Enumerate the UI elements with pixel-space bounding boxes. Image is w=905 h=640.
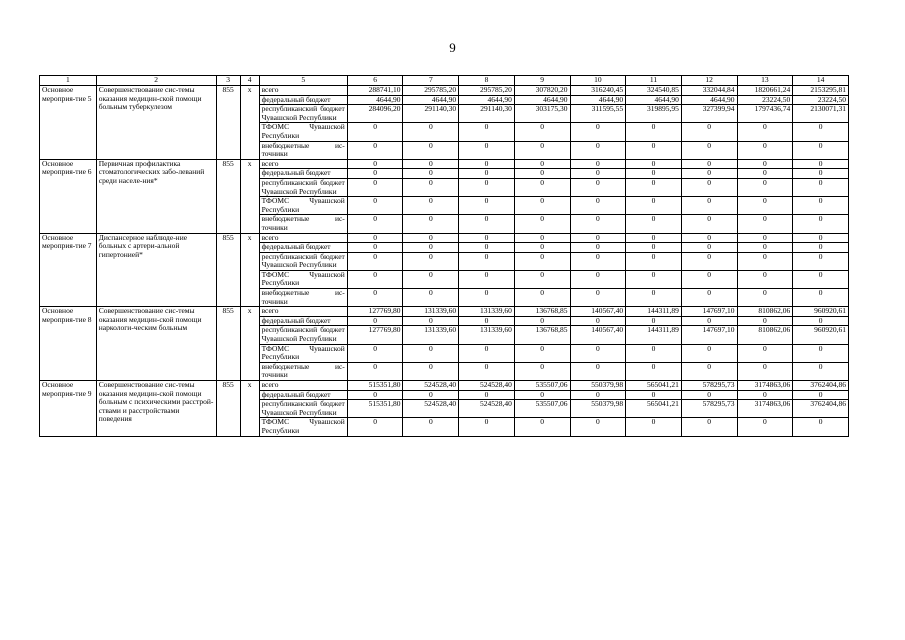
funding-source-cell: ТФОМС Чувашской Республики — [259, 418, 347, 436]
value-cell: 0 — [626, 362, 682, 380]
value-cell: 0 — [459, 344, 515, 362]
code-cell: 855 — [216, 307, 240, 381]
value-cell: 0 — [347, 344, 403, 362]
value-cell: 0 — [347, 197, 403, 215]
value-cell: 0 — [793, 243, 849, 253]
value-cell: 0 — [681, 178, 737, 196]
value-cell: 140567,40 — [570, 307, 626, 317]
value-cell: 4644,90 — [459, 95, 515, 105]
value-cell: 0 — [459, 178, 515, 196]
column-number: 7 — [403, 76, 459, 86]
value-cell: 0 — [347, 141, 403, 159]
value-cell: 295785,20 — [403, 86, 459, 96]
value-cell: 0 — [459, 197, 515, 215]
funding-source-cell: федеральный бюджет — [259, 243, 347, 253]
column-number: 14 — [793, 76, 849, 86]
value-cell: 0 — [793, 252, 849, 270]
value-cell: 0 — [737, 252, 793, 270]
value-cell: 0 — [459, 243, 515, 253]
value-cell: 0 — [681, 418, 737, 436]
value-cell: 0 — [403, 243, 459, 253]
value-cell: 0 — [626, 252, 682, 270]
value-cell: 295785,20 — [459, 86, 515, 96]
value-cell: 0 — [681, 169, 737, 179]
value-cell: 0 — [570, 270, 626, 288]
value-cell: 0 — [514, 159, 570, 169]
value-cell: 0 — [793, 123, 849, 141]
value-cell: 0 — [459, 159, 515, 169]
value-cell: 0 — [570, 362, 626, 380]
activity-cell: Основное мероприя-тие 7 — [40, 233, 97, 307]
column-number: 1 — [40, 76, 97, 86]
value-cell: 0 — [626, 233, 682, 243]
value-cell: 0 — [570, 390, 626, 400]
value-cell: 515351,80 — [347, 400, 403, 418]
measure-name-cell: Совершенствование сис-темы оказания медицин-ской помощи больным с психическими расстрой-ствами и расстройствами поведения — [96, 381, 216, 437]
value-cell: 4644,90 — [403, 95, 459, 105]
value-cell: 0 — [347, 243, 403, 253]
value-cell: 0 — [626, 123, 682, 141]
value-cell: 291140,30 — [403, 105, 459, 123]
funding-source-cell: федеральный бюджет — [259, 390, 347, 400]
value-cell: 0 — [793, 270, 849, 288]
value-cell: 0 — [403, 252, 459, 270]
value-cell: 332044,84 — [681, 86, 737, 96]
funding-source-cell: всего — [259, 381, 347, 391]
value-cell: 0 — [570, 233, 626, 243]
value-cell: 0 — [626, 270, 682, 288]
value-cell: 0 — [793, 418, 849, 436]
marker-cell: x — [240, 381, 259, 437]
value-cell: 0 — [347, 252, 403, 270]
value-cell: 0 — [681, 362, 737, 380]
measure-name-cell: Первичная профилактика стоматологических забо-леваний среди населе-ния* — [96, 159, 216, 233]
value-cell: 0 — [459, 233, 515, 243]
value-cell: 0 — [570, 141, 626, 159]
value-cell: 0 — [793, 289, 849, 307]
value-cell: 0 — [626, 169, 682, 179]
value-cell: 0 — [626, 243, 682, 253]
funding-source-cell: всего — [259, 307, 347, 317]
value-cell: 0 — [459, 252, 515, 270]
value-cell: 0 — [570, 197, 626, 215]
table-row — [40, 159, 849, 169]
value-cell: 0 — [514, 233, 570, 243]
value-cell: 136768,85 — [514, 307, 570, 317]
code-cell: 855 — [216, 233, 240, 307]
value-cell: 550379,98 — [570, 381, 626, 391]
value-cell: 131339,60 — [459, 326, 515, 344]
value-cell: 0 — [403, 169, 459, 179]
value-cell: 0 — [459, 418, 515, 436]
value-cell: 0 — [403, 197, 459, 215]
value-cell: 316240,45 — [570, 86, 626, 96]
value-cell: 0 — [570, 178, 626, 196]
value-cell: 127769,80 — [347, 307, 403, 317]
value-cell: 0 — [403, 141, 459, 159]
value-cell: 319895,95 — [626, 105, 682, 123]
value-cell: 131339,60 — [459, 307, 515, 317]
column-number: 11 — [626, 76, 682, 86]
value-cell: 0 — [737, 159, 793, 169]
activity-cell: Основное мероприя-тие 6 — [40, 159, 97, 233]
value-cell: 810862,06 — [737, 307, 793, 317]
value-cell: 810862,06 — [737, 326, 793, 344]
value-cell: 0 — [459, 362, 515, 380]
value-cell: 0 — [681, 390, 737, 400]
value-cell: 0 — [459, 123, 515, 141]
value-cell: 0 — [347, 233, 403, 243]
value-cell: 288741,10 — [347, 86, 403, 96]
value-cell: 0 — [459, 215, 515, 233]
column-number-row — [40, 76, 849, 86]
value-cell: 3174863,06 — [737, 400, 793, 418]
value-cell: 0 — [514, 123, 570, 141]
funding-source-cell: федеральный бюджет — [259, 316, 347, 326]
value-cell: 0 — [626, 141, 682, 159]
value-cell: 303175,30 — [514, 105, 570, 123]
value-cell: 307820,20 — [514, 86, 570, 96]
value-cell: 0 — [793, 178, 849, 196]
funding-source-cell: республиканский бюджет Чувашской Республики — [259, 105, 347, 123]
value-cell: 0 — [403, 233, 459, 243]
value-cell: 144311,89 — [626, 307, 682, 317]
column-number: 3 — [216, 76, 240, 86]
value-cell: 3762404,86 — [793, 400, 849, 418]
value-cell: 3174863,06 — [737, 381, 793, 391]
value-cell: 0 — [626, 316, 682, 326]
value-cell: 0 — [681, 159, 737, 169]
value-cell: 147697,10 — [681, 326, 737, 344]
value-cell: 311595,55 — [570, 105, 626, 123]
value-cell: 0 — [403, 215, 459, 233]
value-cell: 0 — [570, 215, 626, 233]
value-cell: 0 — [626, 215, 682, 233]
funding-source-cell: ТФОМС Чувашской Республики — [259, 197, 347, 215]
value-cell: 0 — [459, 270, 515, 288]
value-cell: 140567,40 — [570, 326, 626, 344]
value-cell: 0 — [347, 270, 403, 288]
funding-source-cell: ТФОМС Чувашской Республики — [259, 344, 347, 362]
value-cell: 0 — [737, 233, 793, 243]
value-cell: 0 — [793, 362, 849, 380]
value-cell: 0 — [514, 362, 570, 380]
value-cell: 0 — [403, 123, 459, 141]
value-cell: 0 — [737, 123, 793, 141]
value-cell: 0 — [793, 169, 849, 179]
value-cell: 0 — [626, 159, 682, 169]
value-cell: 0 — [570, 289, 626, 307]
column-number: 4 — [240, 76, 259, 86]
value-cell: 1820661,24 — [737, 86, 793, 96]
value-cell: 0 — [681, 252, 737, 270]
value-cell: 0 — [347, 289, 403, 307]
value-cell: 0 — [347, 316, 403, 326]
measure-name-cell: Совершенствование сис-темы оказания медицин-ской помощи наркологи-ческим больным — [96, 307, 216, 381]
value-cell: 524528,40 — [403, 381, 459, 391]
value-cell: 23224,50 — [737, 95, 793, 105]
value-cell: 0 — [570, 123, 626, 141]
value-cell: 324540,85 — [626, 86, 682, 96]
value-cell: 535507,06 — [514, 400, 570, 418]
table-row — [40, 233, 849, 243]
value-cell: 0 — [737, 215, 793, 233]
value-cell: 0 — [347, 390, 403, 400]
value-cell: 284096,20 — [347, 105, 403, 123]
activity-cell: Основное мероприя-тие 9 — [40, 381, 97, 437]
value-cell: 0 — [793, 159, 849, 169]
value-cell: 0 — [793, 344, 849, 362]
value-cell: 0 — [514, 243, 570, 253]
code-cell: 855 — [216, 381, 240, 437]
value-cell: 147697,10 — [681, 307, 737, 317]
funding-source-cell: внебюджетные ис-точники — [259, 215, 347, 233]
value-cell: 0 — [347, 169, 403, 179]
value-cell: 0 — [403, 344, 459, 362]
value-cell: 0 — [626, 197, 682, 215]
value-cell: 291140,30 — [459, 105, 515, 123]
value-cell: 0 — [681, 270, 737, 288]
funding-source-cell: ТФОМС Чувашской Республики — [259, 270, 347, 288]
value-cell: 0 — [403, 178, 459, 196]
value-cell: 2130071,31 — [793, 105, 849, 123]
funding-source-cell: республиканский бюджет Чувашской Республики — [259, 178, 347, 196]
value-cell: 0 — [403, 362, 459, 380]
value-cell: 0 — [570, 159, 626, 169]
funding-source-cell: всего — [259, 86, 347, 96]
value-cell: 327399,94 — [681, 105, 737, 123]
column-number: 12 — [681, 76, 737, 86]
code-cell: 855 — [216, 86, 240, 160]
value-cell: 0 — [459, 316, 515, 326]
value-cell: 0 — [570, 252, 626, 270]
value-cell: 4644,90 — [626, 95, 682, 105]
value-cell: 131339,60 — [403, 307, 459, 317]
value-cell: 0 — [514, 197, 570, 215]
value-cell: 0 — [347, 418, 403, 436]
value-cell: 0 — [514, 252, 570, 270]
funding-source-cell: федеральный бюджет — [259, 95, 347, 105]
value-cell: 136768,85 — [514, 326, 570, 344]
value-cell: 0 — [681, 141, 737, 159]
value-cell: 4644,90 — [681, 95, 737, 105]
value-cell: 0 — [737, 178, 793, 196]
value-cell: 0 — [737, 418, 793, 436]
value-cell: 0 — [793, 141, 849, 159]
value-cell: 524528,40 — [459, 400, 515, 418]
value-cell: 0 — [681, 197, 737, 215]
value-cell: 4644,90 — [347, 95, 403, 105]
marker-cell: x — [240, 159, 259, 233]
value-cell: 2153295,81 — [793, 86, 849, 96]
value-cell: 0 — [737, 289, 793, 307]
activity-cell: Основное мероприя-тие 8 — [40, 307, 97, 381]
funding-source-cell: республиканский бюджет Чувашской Республики — [259, 326, 347, 344]
value-cell: 0 — [459, 289, 515, 307]
value-cell: 131339,60 — [403, 326, 459, 344]
value-cell: 0 — [459, 141, 515, 159]
value-cell: 0 — [570, 344, 626, 362]
value-cell: 0 — [737, 243, 793, 253]
value-cell: 578295,73 — [681, 381, 737, 391]
value-cell: 0 — [459, 169, 515, 179]
value-cell: 0 — [737, 141, 793, 159]
value-cell: 0 — [737, 316, 793, 326]
funding-source-cell: федеральный бюджет — [259, 169, 347, 179]
value-cell: 0 — [403, 289, 459, 307]
funding-source-cell: республиканский бюджет Чувашской Республики — [259, 252, 347, 270]
value-cell: 0 — [514, 215, 570, 233]
value-cell: 0 — [403, 418, 459, 436]
value-cell: 0 — [626, 289, 682, 307]
value-cell: 0 — [514, 169, 570, 179]
value-cell: 0 — [737, 362, 793, 380]
value-cell: 0 — [737, 197, 793, 215]
value-cell: 0 — [570, 243, 626, 253]
value-cell: 4644,90 — [514, 95, 570, 105]
value-cell: 0 — [626, 390, 682, 400]
value-cell: 0 — [570, 316, 626, 326]
column-number: 2 — [96, 76, 216, 86]
value-cell: 0 — [793, 316, 849, 326]
value-cell: 0 — [514, 178, 570, 196]
funding-source-cell: всего — [259, 233, 347, 243]
value-cell: 0 — [403, 390, 459, 400]
value-cell: 0 — [793, 233, 849, 243]
column-number: 13 — [737, 76, 793, 86]
value-cell: 0 — [793, 215, 849, 233]
funding-source-cell: внебюджетные ис-точники — [259, 141, 347, 159]
value-cell: 535507,06 — [514, 381, 570, 391]
column-number: 5 — [259, 76, 347, 86]
funding-source-cell: внебюджетные ис-точники — [259, 362, 347, 380]
table-row — [40, 381, 849, 391]
table-row — [40, 86, 849, 96]
value-cell: 0 — [737, 344, 793, 362]
value-cell: 0 — [570, 169, 626, 179]
marker-cell: x — [240, 307, 259, 381]
marker-cell: x — [240, 86, 259, 160]
measure-name-cell: Диспансерное наблюде-ние больных с артери-альной гипертонией* — [96, 233, 216, 307]
value-cell: 0 — [459, 390, 515, 400]
value-cell: 960920,61 — [793, 307, 849, 317]
value-cell: 0 — [514, 270, 570, 288]
value-cell: 0 — [514, 316, 570, 326]
value-cell: 565041,21 — [626, 400, 682, 418]
value-cell: 0 — [403, 316, 459, 326]
value-cell: 0 — [347, 159, 403, 169]
funding-source-cell: ТФОМС Чувашской Республики — [259, 123, 347, 141]
funding-source-cell: внебюджетные ис-точники — [259, 289, 347, 307]
value-cell: 524528,40 — [459, 381, 515, 391]
value-cell: 0 — [514, 390, 570, 400]
value-cell: 0 — [570, 418, 626, 436]
value-cell: 0 — [626, 344, 682, 362]
column-number: 9 — [514, 76, 570, 86]
value-cell: 0 — [681, 123, 737, 141]
value-cell: 0 — [347, 178, 403, 196]
value-cell: 0 — [737, 169, 793, 179]
funding-source-cell: всего — [259, 159, 347, 169]
value-cell: 0 — [403, 270, 459, 288]
value-cell: 0 — [514, 289, 570, 307]
value-cell: 0 — [681, 233, 737, 243]
budget-table — [39, 75, 849, 437]
value-cell: 0 — [681, 215, 737, 233]
page-number: 9 — [449, 40, 456, 55]
value-cell: 0 — [737, 390, 793, 400]
value-cell: 0 — [681, 344, 737, 362]
value-cell: 0 — [626, 418, 682, 436]
column-number: 8 — [459, 76, 515, 86]
table-row — [40, 307, 849, 317]
value-cell: 0 — [514, 344, 570, 362]
value-cell: 3762404,86 — [793, 381, 849, 391]
value-cell: 144311,89 — [626, 326, 682, 344]
value-cell: 524528,40 — [403, 400, 459, 418]
value-cell: 0 — [514, 418, 570, 436]
marker-cell: x — [240, 233, 259, 307]
value-cell: 515351,80 — [347, 381, 403, 391]
value-cell: 0 — [681, 316, 737, 326]
activity-cell: Основное мероприя-тие 5 — [40, 86, 97, 160]
value-cell: 960920,61 — [793, 326, 849, 344]
value-cell: 0 — [626, 178, 682, 196]
value-cell: 0 — [403, 159, 459, 169]
value-cell: 0 — [793, 197, 849, 215]
column-number: 10 — [570, 76, 626, 86]
value-cell: 578295,73 — [681, 400, 737, 418]
value-cell: 1797436,74 — [737, 105, 793, 123]
value-cell: 0 — [347, 123, 403, 141]
value-cell: 0 — [514, 141, 570, 159]
value-cell: 0 — [347, 362, 403, 380]
measure-name-cell: Совершенствование сис-темы оказания медицин-ской помощи больным туберкулезом — [96, 86, 216, 160]
value-cell: 565041,21 — [626, 381, 682, 391]
value-cell: 0 — [347, 215, 403, 233]
value-cell: 4644,90 — [570, 95, 626, 105]
value-cell: 0 — [681, 243, 737, 253]
value-cell: 0 — [681, 289, 737, 307]
value-cell: 0 — [737, 270, 793, 288]
value-cell: 127769,80 — [347, 326, 403, 344]
code-cell: 855 — [216, 159, 240, 233]
value-cell: 0 — [793, 390, 849, 400]
value-cell: 550379,98 — [570, 400, 626, 418]
value-cell: 23224,50 — [793, 95, 849, 105]
column-number: 6 — [347, 76, 403, 86]
funding-source-cell: республиканский бюджет Чувашской Республики — [259, 400, 347, 418]
